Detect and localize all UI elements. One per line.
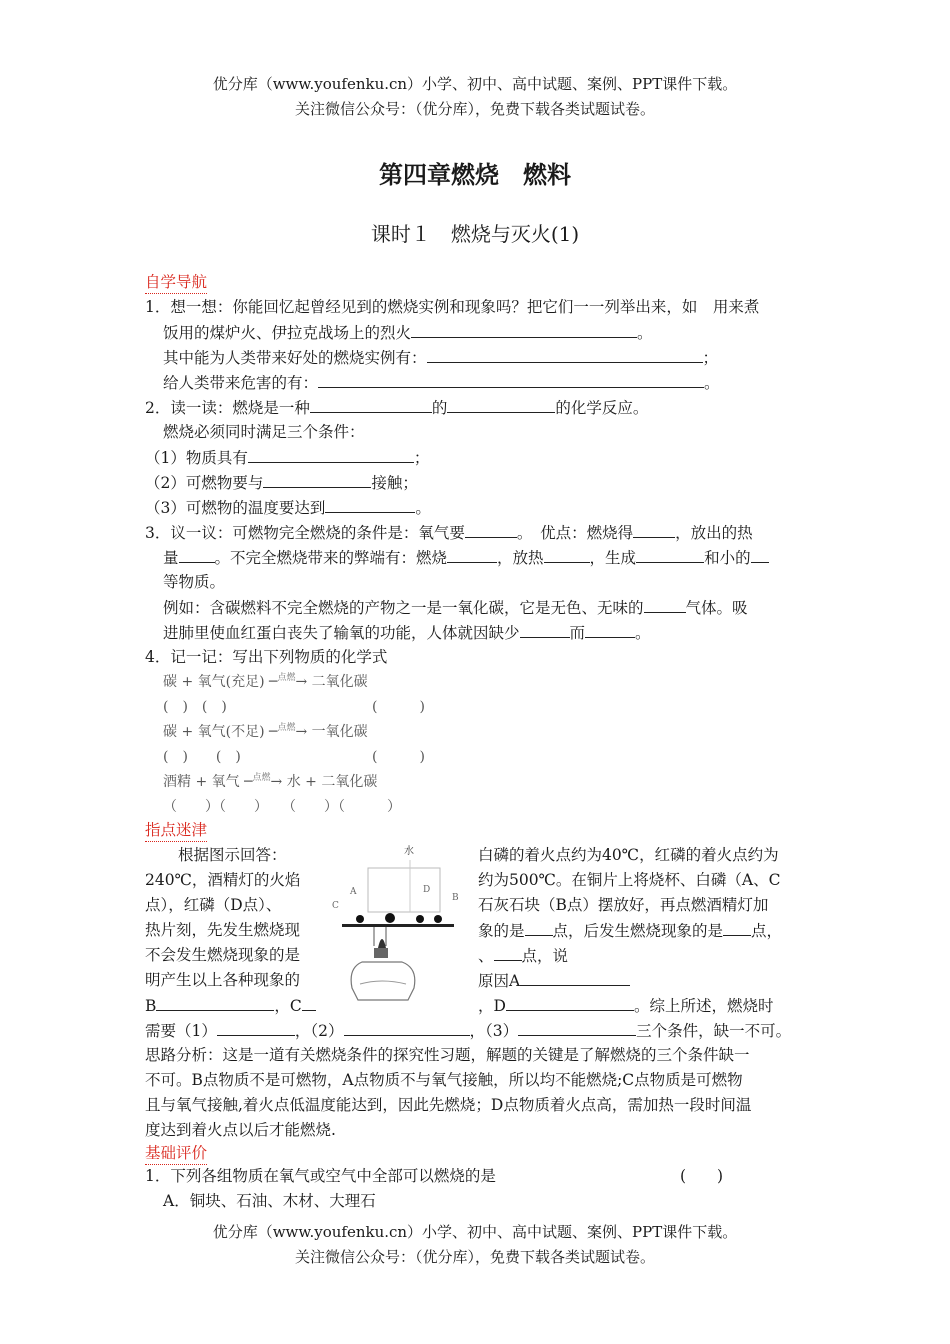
guide-wide-5: 度达到着火点以后才能燃烧.	[145, 1121, 336, 1139]
section-heading-basic-evaluation: 基础评价	[145, 1142, 207, 1165]
footer-line-2: 关注微信公众号：（优分库），免费下载各类试题试卷。	[294, 1248, 655, 1266]
diagram-label-water: 水	[404, 846, 414, 857]
guide-right-3: 石灰石块（B点）摆放好，再点燃酒精灯加	[478, 896, 769, 914]
footer-line-1: 优分库（www.youfenku.cn）小学、初中、高中试题、案例、PPT课件下载。	[212, 1223, 738, 1241]
eval-q1-option-a[interactable]: A．铜块、石油、木材、大理石	[163, 1192, 376, 1210]
blank[interactable]	[751, 545, 769, 563]
formula-blanks-1b[interactable]: ( )	[372, 699, 425, 715]
q1-line-b: 饭用的煤炉火、伊拉克战场上的烈火 。	[163, 320, 653, 345]
q3-line-c: 等物质。	[163, 573, 226, 591]
flame	[378, 939, 386, 948]
guide-left-6: 明产生以上各种现象的	[145, 971, 301, 989]
equation-3: 酒精 + 氧气 ─$^{点燃}$→ 水 + 二氧化碳	[163, 773, 378, 790]
q2-cond-3: （3）可燃物的温度要达到 。	[145, 495, 431, 520]
guide-right-7: ，D 。综上所述，燃烧时	[478, 993, 773, 1018]
blank[interactable]	[248, 445, 414, 463]
lamp-wick-holder	[374, 948, 388, 958]
blank[interactable]	[525, 918, 553, 936]
guide-right-1: 白磷的着火点约为40℃，红磷的着火点约为	[478, 846, 779, 864]
guide-left-1: 根据图示回答：	[178, 846, 287, 864]
diagram-label-c: C	[332, 901, 339, 911]
guide-left-7: B ，C	[145, 993, 316, 1018]
guide-wide-1: 需要（1） ，（2） ，（3） 三个条件，缺一不可。	[145, 1018, 791, 1043]
section-heading-self-study: 自学导航	[145, 271, 207, 294]
guide-left-5: 不会发生燃烧现象的是	[145, 946, 301, 964]
blank[interactable]	[644, 595, 686, 613]
formula-blanks-1a[interactable]: ( ) ( )	[163, 699, 227, 715]
diagram-label-b: B	[452, 893, 459, 903]
blank[interactable]	[585, 620, 635, 638]
sample-c	[356, 915, 364, 923]
copper-plate	[342, 924, 454, 927]
diagram-label-a: A	[350, 887, 357, 897]
q3-line-d: 例如：含碳燃料不完全燃烧的产物之一是一氧化碳，它是无色、无味的 气体。吸	[163, 595, 748, 620]
guide-wide-4: 且与氧气接触,着火点低温度能达到，因此先燃烧；D点物质着火点高，需加热一段时间温	[145, 1096, 752, 1114]
sample-b	[434, 915, 442, 923]
q3-line-b: 量 。不完全燃烧带来的弊端有：燃烧 ，放热 ，生成 和小的	[163, 545, 769, 570]
blank[interactable]	[518, 1018, 636, 1036]
blank[interactable]	[447, 395, 555, 413]
equation-2: 碳 + 氧气(不足) ─$^{点燃}$→ 一氧化碳	[163, 723, 368, 740]
guide-right-5: 、 点，说	[478, 943, 568, 968]
guide-left-4: 热片刻，先发生燃烧现	[145, 921, 301, 939]
guide-wide-3: 不可。B点物质不是可燃物，A点物质不与氧气接触，所以均不能燃烧;C点物质是可燃物	[145, 1071, 743, 1089]
q4-heading: 4．记一记：写出下列物质的化学式	[145, 648, 388, 666]
q3-line-e: 进肺里使血红蛋白丧失了输氧的功能，人体就因缺少 而 。	[163, 620, 651, 645]
q1-line-c: 其中能为人类带来好处的燃烧实例有： ；	[163, 345, 718, 370]
blank[interactable]	[411, 320, 637, 338]
eval-q1-answer-paren[interactable]: ( )	[680, 1167, 724, 1185]
combustion-apparatus-diagram	[328, 838, 468, 1006]
q2-line-b: 燃烧必须同时满足三个条件：	[163, 423, 365, 441]
sample-a	[385, 913, 395, 923]
blank[interactable]	[156, 993, 274, 1011]
diagram-label-d: D	[423, 885, 431, 895]
blank[interactable]	[723, 918, 751, 936]
chapter-title: 第四章燃烧 燃料	[379, 161, 571, 189]
blank[interactable]	[310, 395, 432, 413]
lesson-title: 课时１ 燃烧与灭火(1)	[370, 222, 580, 246]
guide-right-2: 约为500℃。在铜片上将烧杯、白磷（A、C	[478, 871, 781, 889]
q3-line-a: 3．议一议：可燃物完全燃烧的条件是：氧气要 。 优点：燃烧得 ，放出的热	[145, 520, 753, 545]
guide-right-4: 象的是 点，后发生燃烧现象的是 点，	[478, 918, 782, 943]
blank[interactable]	[302, 993, 316, 1011]
q2-cond-2: （2）可燃物要与 接触；	[145, 470, 418, 495]
q1-line-a: 1．想一想：你能回忆起曾经见到的燃烧实例和现象吗？把它们一一列举出来，如 用来煮	[145, 298, 760, 316]
blank[interactable]	[465, 520, 517, 538]
formula-blanks-2b[interactable]: ( )	[372, 749, 425, 765]
blank[interactable]	[633, 520, 675, 538]
blank[interactable]	[179, 545, 215, 563]
sample-d	[416, 915, 424, 923]
blank[interactable]	[263, 470, 371, 488]
blank[interactable]	[544, 545, 590, 563]
q2-cond-1: （1）物质具有 ；	[145, 445, 429, 470]
formula-blanks-3[interactable]: （ ）（ ） （ ）（ ）	[163, 799, 401, 815]
guide-right-6: 原因A	[478, 968, 630, 993]
blank[interactable]	[636, 545, 704, 563]
section-heading-guidance: 指点迷津	[145, 819, 207, 842]
guide-wide-2: 思路分析：这是一道有关燃烧条件的探究性习题，解题的关键是了解燃烧的三个条件缺一	[145, 1046, 750, 1064]
header-line-1: 优分库（www.youfenku.cn）小学、初中、高中试题、案例、PPT课件下载。	[212, 75, 738, 93]
blank[interactable]	[494, 943, 522, 961]
blank[interactable]	[217, 1018, 295, 1036]
equation-1: 碳 + 氧气(充足) ─$^{点燃}$→ 二氧化碳	[163, 673, 368, 690]
guide-left-2: 240℃，酒精灯的火焰	[145, 871, 301, 889]
blank[interactable]	[427, 345, 703, 363]
blank[interactable]	[325, 495, 415, 513]
q1-line-d: 给人类带来危害的有： 。	[163, 370, 720, 395]
eval-q1: 1．下列各组物质在氧气或空气中全部可以燃烧的是	[145, 1167, 496, 1185]
blank[interactable]	[520, 968, 630, 986]
guide-left-3: 点），红磷（D点）、	[145, 896, 282, 914]
blank[interactable]	[318, 370, 704, 388]
blank[interactable]	[520, 620, 570, 638]
blank[interactable]	[506, 993, 634, 1011]
formula-blanks-2a[interactable]: ( ) ( )	[163, 749, 241, 765]
header-line-2: 关注微信公众号：（优分库），免费下载各类试题试卷。	[294, 100, 655, 118]
blank[interactable]	[344, 1018, 470, 1036]
q2-line-a: 2．读一读：燃烧是一种 的 的化学反应。	[145, 395, 648, 420]
blank[interactable]	[447, 545, 497, 563]
